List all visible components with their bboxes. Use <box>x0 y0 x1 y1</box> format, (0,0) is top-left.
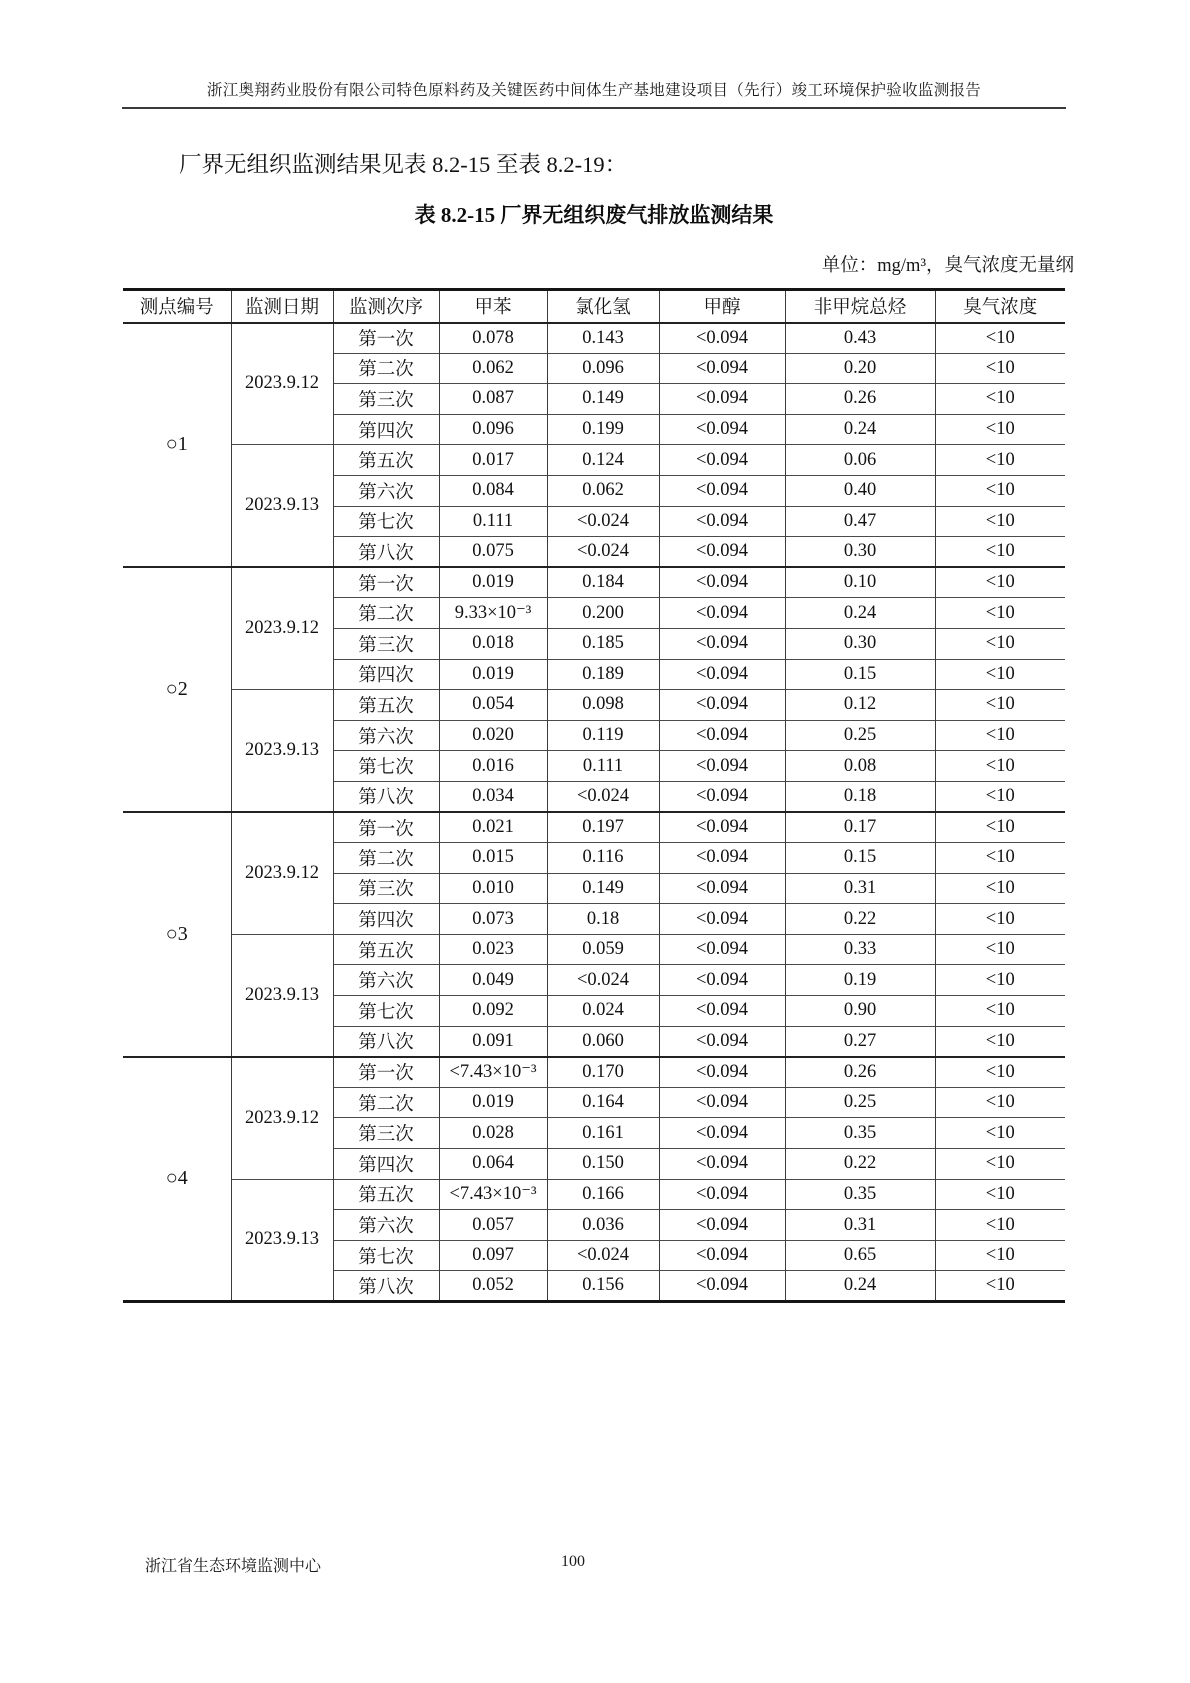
monitoring-table <box>123 288 1065 1303</box>
table-row <box>123 445 1065 476</box>
value-cell: 0.170 <box>547 1057 659 1088</box>
value-cell: <0.094 <box>659 996 785 1027</box>
sequence-cell: 第四次 <box>333 659 439 690</box>
value-cell: 0.26 <box>785 384 935 415</box>
value-cell: 0.19 <box>785 965 935 996</box>
value-cell: 0.22 <box>785 1149 935 1180</box>
value-cell: <10 <box>935 323 1065 354</box>
footer-organization: 浙江省生态环境监测中心 <box>145 1558 322 1575</box>
value-cell: <10 <box>935 353 1065 384</box>
value-cell: 0.26 <box>785 1057 935 1088</box>
value-cell: <0.024 <box>547 965 659 996</box>
value-cell: 0.31 <box>785 873 935 904</box>
value-cell: <0.094 <box>659 720 785 751</box>
value-cell: 0.075 <box>439 537 547 568</box>
value-cell: <0.094 <box>659 812 785 843</box>
value-cell: <7.43×10⁻³ <box>439 1179 547 1210</box>
value-cell: 0.023 <box>439 934 547 965</box>
value-cell: 0.25 <box>785 720 935 751</box>
date-cell: 2023.9.13 <box>231 445 333 567</box>
value-cell: 0.019 <box>439 659 547 690</box>
sequence-cell: 第六次 <box>333 475 439 506</box>
value-cell: 9.33×10⁻³ <box>439 598 547 629</box>
value-cell: 0.078 <box>439 323 547 354</box>
value-cell: 0.24 <box>785 414 935 445</box>
sequence-cell: 第五次 <box>333 690 439 721</box>
value-cell: <10 <box>935 1240 1065 1271</box>
value-cell: <0.094 <box>659 445 785 476</box>
value-cell: 0.019 <box>439 1087 547 1118</box>
value-cell: 0.116 <box>547 843 659 874</box>
value-cell: <10 <box>935 1210 1065 1241</box>
value-cell: <0.094 <box>659 414 785 445</box>
table-title: 表 8.2-15 厂界无组织废气排放监测结果 <box>414 203 774 227</box>
value-cell: <0.094 <box>659 873 785 904</box>
value-cell: <10 <box>935 781 1065 812</box>
value-cell: <0.024 <box>547 506 659 537</box>
sequence-cell: 第六次 <box>333 1210 439 1241</box>
value-cell: 0.024 <box>547 996 659 1027</box>
value-cell: 0.052 <box>439 1271 547 1302</box>
sequence-cell: 第三次 <box>333 384 439 415</box>
value-cell: <10 <box>935 934 1065 965</box>
value-cell: 0.097 <box>439 1240 547 1271</box>
sequence-cell: 第五次 <box>333 1179 439 1210</box>
value-cell: 0.15 <box>785 843 935 874</box>
sequence-cell: 第七次 <box>333 506 439 537</box>
column-header: 监测日期 <box>231 290 333 323</box>
table-row <box>123 812 1065 843</box>
table-group <box>123 567 1065 812</box>
sequence-cell: 第六次 <box>333 965 439 996</box>
table-row <box>123 690 1065 721</box>
document-header: 浙江奥翔药业股份有限公司特色原料药及关键医药中间体生产基地建设项目（先行）竣工环境保护验收监测报告 <box>122 78 1066 109</box>
sequence-cell: 第二次 <box>333 598 439 629</box>
value-cell: 0.200 <box>547 598 659 629</box>
unit-note: 单位：mg/m³，臭气浓度无量纲 <box>821 256 1074 276</box>
page-footer <box>123 1553 1065 1577</box>
value-cell: 0.15 <box>785 659 935 690</box>
value-cell: 0.189 <box>547 659 659 690</box>
date-cell: 2023.9.13 <box>231 1179 333 1301</box>
value-cell: 0.064 <box>439 1149 547 1180</box>
value-cell: 0.184 <box>547 567 659 598</box>
value-cell: 0.30 <box>785 537 935 568</box>
sequence-cell: 第五次 <box>333 934 439 965</box>
value-cell: 0.087 <box>439 384 547 415</box>
page-number: 100 <box>561 1553 585 1570</box>
column-header: 臭气浓度 <box>935 290 1065 323</box>
value-cell: <10 <box>935 843 1065 874</box>
date-cell: 2023.9.12 <box>231 323 333 445</box>
value-cell: <0.094 <box>659 506 785 537</box>
column-header: 甲醇 <box>659 290 785 323</box>
value-cell: 0.124 <box>547 445 659 476</box>
table-group <box>123 812 1065 1057</box>
value-cell: <10 <box>935 690 1065 721</box>
sequence-cell: 第七次 <box>333 1240 439 1271</box>
value-cell: 0.90 <box>785 996 935 1027</box>
value-cell: 0.059 <box>547 934 659 965</box>
value-cell: <10 <box>935 1057 1065 1088</box>
value-cell: 0.057 <box>439 1210 547 1241</box>
value-cell: <10 <box>935 537 1065 568</box>
sequence-cell: 第三次 <box>333 873 439 904</box>
date-cell: 2023.9.12 <box>231 567 333 689</box>
value-cell: <0.094 <box>659 1271 785 1302</box>
value-cell: 0.12 <box>785 690 935 721</box>
sequence-cell: 第四次 <box>333 1149 439 1180</box>
value-cell: 0.156 <box>547 1271 659 1302</box>
value-cell: 0.111 <box>547 751 659 782</box>
sequence-cell: 第五次 <box>333 445 439 476</box>
sequence-cell: 第一次 <box>333 323 439 354</box>
sequence-cell: 第四次 <box>333 414 439 445</box>
sequence-cell: 第三次 <box>333 1118 439 1149</box>
value-cell: 0.43 <box>785 323 935 354</box>
value-cell: 0.65 <box>785 1240 935 1271</box>
value-cell: <10 <box>935 598 1065 629</box>
value-cell: <10 <box>935 751 1065 782</box>
sequence-cell: 第二次 <box>333 1087 439 1118</box>
value-cell: 0.017 <box>439 445 547 476</box>
sequence-cell: 第八次 <box>333 1026 439 1057</box>
value-cell: <0.094 <box>659 1149 785 1180</box>
value-cell: <0.094 <box>659 690 785 721</box>
value-cell: <0.094 <box>659 323 785 354</box>
value-cell: 0.17 <box>785 812 935 843</box>
value-cell: 0.060 <box>547 1026 659 1057</box>
value-cell: <10 <box>935 384 1065 415</box>
value-cell: 0.049 <box>439 965 547 996</box>
value-cell: 0.166 <box>547 1179 659 1210</box>
value-cell: 0.161 <box>547 1118 659 1149</box>
sequence-cell: 第二次 <box>333 843 439 874</box>
value-cell: <0.094 <box>659 598 785 629</box>
value-cell: <10 <box>935 1026 1065 1057</box>
sequence-cell: 第八次 <box>333 537 439 568</box>
value-cell: <10 <box>935 873 1065 904</box>
value-cell: 0.091 <box>439 1026 547 1057</box>
intro-paragraph: 厂界无组织监测结果见表 8.2-15 至表 8.2-19： <box>179 152 628 177</box>
value-cell: <7.43×10⁻³ <box>439 1057 547 1088</box>
value-cell: 0.073 <box>439 904 547 935</box>
value-cell: <10 <box>935 445 1065 476</box>
value-cell: 0.185 <box>547 628 659 659</box>
value-cell: <0.094 <box>659 384 785 415</box>
value-cell: 0.096 <box>547 353 659 384</box>
value-cell: 0.33 <box>785 934 935 965</box>
sequence-cell: 第八次 <box>333 781 439 812</box>
value-cell: 0.199 <box>547 414 659 445</box>
date-cell: 2023.9.13 <box>231 934 333 1056</box>
value-cell: 0.098 <box>547 690 659 721</box>
value-cell: <0.094 <box>659 1026 785 1057</box>
date-cell: 2023.9.12 <box>231 1057 333 1179</box>
value-cell: 0.016 <box>439 751 547 782</box>
value-cell: 0.062 <box>439 353 547 384</box>
sequence-cell: 第四次 <box>333 904 439 935</box>
value-cell: 0.22 <box>785 904 935 935</box>
value-cell: 0.149 <box>547 873 659 904</box>
value-cell: 0.10 <box>785 567 935 598</box>
table-row <box>123 1179 1065 1210</box>
column-header: 甲苯 <box>439 290 547 323</box>
value-cell: 0.24 <box>785 598 935 629</box>
value-cell: 0.092 <box>439 996 547 1027</box>
value-cell: <10 <box>935 1179 1065 1210</box>
value-cell: 0.35 <box>785 1118 935 1149</box>
value-cell: 0.08 <box>785 751 935 782</box>
value-cell: <0.094 <box>659 1057 785 1088</box>
table-header <box>123 290 1065 323</box>
sequence-cell: 第七次 <box>333 996 439 1027</box>
value-cell: 0.31 <box>785 1210 935 1241</box>
value-cell: 0.019 <box>439 567 547 598</box>
table-group <box>123 323 1065 568</box>
value-cell: 0.197 <box>547 812 659 843</box>
value-cell: <0.094 <box>659 537 785 568</box>
value-cell: 0.20 <box>785 353 935 384</box>
value-cell: <10 <box>935 414 1065 445</box>
value-cell: 0.143 <box>547 323 659 354</box>
value-cell: <0.024 <box>547 781 659 812</box>
table-row <box>123 323 1065 354</box>
value-cell: <0.094 <box>659 353 785 384</box>
value-cell: 0.018 <box>439 628 547 659</box>
value-cell: 0.30 <box>785 628 935 659</box>
value-cell: <0.094 <box>659 567 785 598</box>
value-cell: 0.18 <box>785 781 935 812</box>
column-header: 非甲烷总烃 <box>785 290 935 323</box>
value-cell: 0.028 <box>439 1118 547 1149</box>
value-cell: <10 <box>935 1271 1065 1302</box>
value-cell: 0.164 <box>547 1087 659 1118</box>
value-cell: <10 <box>935 1087 1065 1118</box>
value-cell: 0.054 <box>439 690 547 721</box>
value-cell: <0.094 <box>659 843 785 874</box>
value-cell: 0.010 <box>439 873 547 904</box>
table-header-row <box>123 290 1065 323</box>
value-cell: 0.021 <box>439 812 547 843</box>
value-cell: <10 <box>935 475 1065 506</box>
value-cell: <0.024 <box>547 1240 659 1271</box>
value-cell: <0.094 <box>659 1087 785 1118</box>
point-id-cell: ○4 <box>123 1057 231 1302</box>
value-cell: 0.40 <box>785 475 935 506</box>
value-cell: 0.119 <box>547 720 659 751</box>
value-cell: <0.094 <box>659 628 785 659</box>
value-cell: 0.47 <box>785 506 935 537</box>
value-cell: <0.094 <box>659 934 785 965</box>
value-cell: <0.094 <box>659 1118 785 1149</box>
value-cell: <10 <box>935 628 1065 659</box>
sequence-cell: 第三次 <box>333 628 439 659</box>
value-cell: <0.094 <box>659 475 785 506</box>
point-id-cell: ○1 <box>123 323 231 568</box>
value-cell: <10 <box>935 996 1065 1027</box>
value-cell: <10 <box>935 659 1065 690</box>
value-cell: <10 <box>935 506 1065 537</box>
value-cell: 0.35 <box>785 1179 935 1210</box>
value-cell: 0.24 <box>785 1271 935 1302</box>
value-cell: 0.036 <box>547 1210 659 1241</box>
value-cell: <0.094 <box>659 1240 785 1271</box>
value-cell: 0.150 <box>547 1149 659 1180</box>
value-cell: 0.18 <box>547 904 659 935</box>
value-cell: 0.096 <box>439 414 547 445</box>
value-cell: <10 <box>935 720 1065 751</box>
sequence-cell: 第一次 <box>333 567 439 598</box>
value-cell: 0.062 <box>547 475 659 506</box>
table-row <box>123 934 1065 965</box>
value-cell: 0.27 <box>785 1026 935 1057</box>
table-group <box>123 1057 1065 1302</box>
date-cell: 2023.9.12 <box>231 812 333 934</box>
point-id-cell: ○3 <box>123 812 231 1057</box>
column-header: 氯化氢 <box>547 290 659 323</box>
value-cell: <10 <box>935 812 1065 843</box>
value-cell: <0.094 <box>659 751 785 782</box>
value-cell: <10 <box>935 1149 1065 1180</box>
value-cell: <0.094 <box>659 1210 785 1241</box>
value-cell: 0.06 <box>785 445 935 476</box>
value-cell: 0.111 <box>439 506 547 537</box>
column-header: 监测次序 <box>333 290 439 323</box>
value-cell: <10 <box>935 1118 1065 1149</box>
sequence-cell: 第六次 <box>333 720 439 751</box>
value-cell: <10 <box>935 904 1065 935</box>
value-cell: <0.024 <box>547 537 659 568</box>
table-row <box>123 1057 1065 1088</box>
value-cell: 0.25 <box>785 1087 935 1118</box>
value-cell: 0.084 <box>439 475 547 506</box>
value-cell: <0.094 <box>659 659 785 690</box>
value-cell: 0.020 <box>439 720 547 751</box>
value-cell: <0.094 <box>659 781 785 812</box>
table-row <box>123 567 1065 598</box>
sequence-cell: 第一次 <box>333 812 439 843</box>
value-cell: <0.094 <box>659 1179 785 1210</box>
sequence-cell: 第八次 <box>333 1271 439 1302</box>
date-cell: 2023.9.13 <box>231 690 333 812</box>
sequence-cell: 第一次 <box>333 1057 439 1088</box>
point-id-cell: ○2 <box>123 567 231 812</box>
value-cell: <0.094 <box>659 965 785 996</box>
value-cell: <10 <box>935 567 1065 598</box>
value-cell: 0.015 <box>439 843 547 874</box>
value-cell: 0.149 <box>547 384 659 415</box>
sequence-cell: 第七次 <box>333 751 439 782</box>
sequence-cell: 第二次 <box>333 353 439 384</box>
column-header: 测点编号 <box>123 290 231 323</box>
value-cell: 0.034 <box>439 781 547 812</box>
value-cell: <0.094 <box>659 904 785 935</box>
value-cell: <10 <box>935 965 1065 996</box>
